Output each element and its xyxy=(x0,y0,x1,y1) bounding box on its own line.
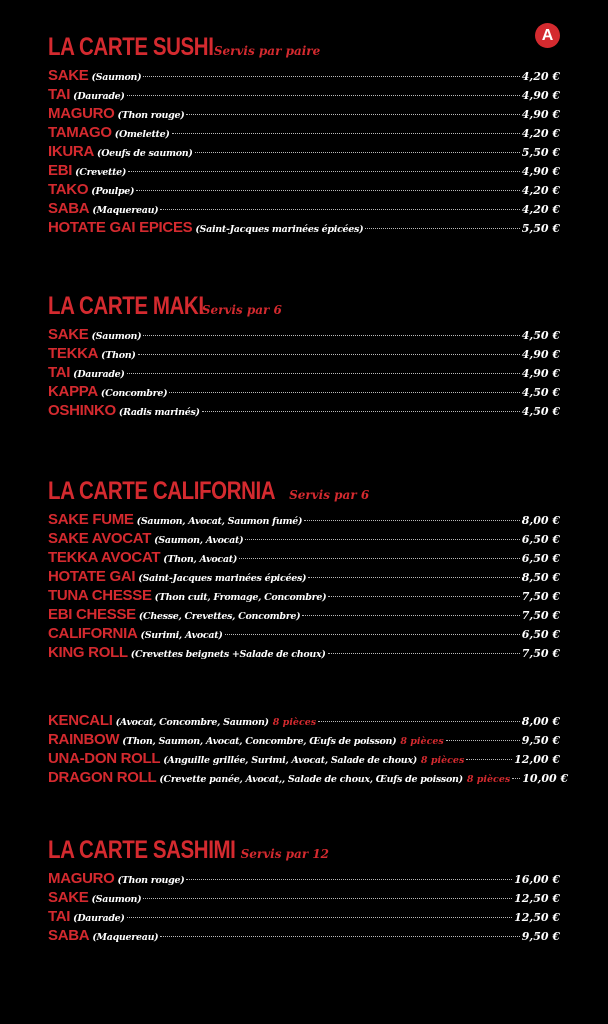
item-price: 4,20 € xyxy=(521,127,560,140)
item-name: KAPPA xyxy=(48,383,98,400)
item-name: TEKKA xyxy=(48,345,99,362)
item-description: (Daurade) xyxy=(73,913,125,924)
item-price: 4,20 € xyxy=(521,184,560,197)
item-description: (Saumon) xyxy=(91,72,142,83)
item-price: 8,50 € xyxy=(521,571,560,584)
item-name: SAKE xyxy=(48,67,89,84)
item-description: (Saumon) xyxy=(91,331,142,342)
item-name: TAI xyxy=(48,364,71,381)
menu-item xyxy=(48,162,560,181)
dotted-leader xyxy=(186,879,512,880)
menu-item xyxy=(48,870,560,889)
item-price: 12,00 € xyxy=(514,753,560,766)
item-description: (Concombre) xyxy=(100,388,168,399)
dotted-leader xyxy=(127,95,520,96)
dotted-leader xyxy=(160,209,519,210)
item-price: 16,00 € xyxy=(514,873,560,886)
item-description: (Daurade) xyxy=(73,91,125,102)
item-price: 10,00 € xyxy=(522,772,569,785)
dotted-leader xyxy=(304,520,520,521)
section-subtitle: Servis par 6 xyxy=(289,488,370,502)
item-description: (Crevette) xyxy=(75,167,127,178)
item-price: 4,90 € xyxy=(521,89,560,102)
menu-item xyxy=(48,124,560,143)
item-name: SAKE xyxy=(48,326,89,343)
item-name: KENCALI xyxy=(48,712,113,729)
item-price: 4,20 € xyxy=(521,203,560,216)
menu-item xyxy=(48,625,560,644)
dotted-leader xyxy=(136,190,520,191)
item-description: (Thon rouge) xyxy=(117,110,185,121)
menu-item xyxy=(48,908,560,927)
menu-item xyxy=(48,927,560,946)
section-badge: A xyxy=(535,23,560,48)
dotted-leader xyxy=(186,114,519,115)
section-heading: LA CARTE CALIFORNIA xyxy=(48,477,276,505)
dotted-leader xyxy=(138,354,520,355)
item-price: 4,90 € xyxy=(521,165,560,178)
item-name: SABA xyxy=(48,927,90,944)
item-name: IKURA xyxy=(48,143,94,160)
section-title xyxy=(48,33,560,67)
menu-item xyxy=(48,712,560,731)
item-pieces: 8 pièces xyxy=(466,774,511,785)
menu-item xyxy=(48,402,560,421)
item-pieces: 8 pièces xyxy=(400,736,444,747)
item-description: (Saumon, Avocat) xyxy=(154,535,244,546)
dotted-leader xyxy=(308,577,520,578)
section-heading: LA CARTE MAKI xyxy=(48,292,204,320)
item-description: (Saumon) xyxy=(91,894,142,905)
dotted-leader xyxy=(169,392,519,393)
menu-item xyxy=(48,549,560,568)
menu-item xyxy=(48,530,560,549)
item-name: TAI xyxy=(48,908,71,925)
dotted-leader xyxy=(160,936,519,937)
dotted-leader xyxy=(143,335,519,336)
item-description: (Thon cuit, Fromage, Concombre) xyxy=(154,592,327,603)
dotted-leader xyxy=(172,133,520,134)
item-name: OSHINKO xyxy=(48,402,116,419)
item-name: DRAGON ROLL xyxy=(48,769,157,786)
item-description: (Poulpe) xyxy=(91,186,135,197)
section-title xyxy=(48,836,560,870)
item-pieces: 8 pièces xyxy=(272,717,317,728)
item-price: 4,90 € xyxy=(521,108,560,121)
section-subtitle: Servis par 6 xyxy=(201,303,282,317)
menu-item xyxy=(48,644,560,663)
item-price: 9,50 € xyxy=(521,930,560,943)
item-name: TAI xyxy=(48,86,71,103)
item-description: (Daurade) xyxy=(73,369,125,380)
menu-item xyxy=(48,86,560,105)
item-price: 4,90 € xyxy=(521,367,560,380)
section-subtitle: Servis par 12 xyxy=(240,847,330,861)
menu-item xyxy=(48,143,560,162)
item-name: TEKKA AVOCAT xyxy=(48,549,161,566)
item-price: 9,50 € xyxy=(521,734,560,747)
dotted-leader xyxy=(195,152,520,153)
dotted-leader xyxy=(318,721,520,722)
item-description: (Saint-Jacques marinées épicées) xyxy=(138,573,307,584)
item-name: SAKE FUME xyxy=(48,511,134,528)
item-price: 4,20 € xyxy=(521,70,560,83)
item-name: SAKE AVOCAT xyxy=(48,530,152,547)
item-name: HOTATE GAI xyxy=(48,568,136,585)
dotted-leader xyxy=(225,634,520,635)
item-price: 7,50 € xyxy=(521,647,560,660)
item-description: (Maquereau) xyxy=(92,932,159,943)
item-price: 4,50 € xyxy=(521,405,560,418)
section-title xyxy=(48,477,560,511)
item-name: HOTATE GAI EPICES xyxy=(48,219,193,236)
menu-item xyxy=(48,769,569,788)
dotted-leader xyxy=(239,558,520,559)
item-name: TAKO xyxy=(48,181,89,198)
dotted-leader xyxy=(365,228,519,229)
menu-item xyxy=(48,511,560,530)
item-name: CALIFORNIA xyxy=(48,625,138,642)
item-name: KING ROLL xyxy=(48,644,128,661)
menu-item xyxy=(48,606,560,625)
item-description: (Saumon, Avocat, Saumon fumé) xyxy=(136,516,303,527)
california-section xyxy=(48,477,560,663)
item-description: (Surimi, Avocat) xyxy=(140,630,223,641)
menu-item xyxy=(48,731,560,750)
item-name: MAGURO xyxy=(48,870,115,887)
sushi-section xyxy=(48,33,560,238)
item-description: (Thon rouge) xyxy=(117,875,185,886)
item-price: 7,50 € xyxy=(521,590,560,603)
item-name: SAKE xyxy=(48,889,89,906)
dotted-leader xyxy=(202,411,520,412)
section-heading: LA CARTE SASHIMI xyxy=(48,836,236,864)
menu-item xyxy=(48,587,560,606)
item-description: (Maquereau) xyxy=(92,205,159,216)
maki-section xyxy=(48,292,560,421)
item-name: MAGURO xyxy=(48,105,115,122)
menu-item xyxy=(48,181,560,200)
item-price: 12,50 € xyxy=(514,911,560,924)
menu-item xyxy=(48,219,560,238)
item-price: 7,50 € xyxy=(521,609,560,622)
menu-item xyxy=(48,326,560,345)
item-price: 6,50 € xyxy=(521,533,560,546)
item-description: (Saint-Jacques marinées épicées) xyxy=(195,224,364,235)
menu-item xyxy=(48,750,560,769)
item-name: EBI xyxy=(48,162,73,179)
item-description: (Chesse, Crevettes, Concombre) xyxy=(138,611,301,622)
item-price: 4,50 € xyxy=(521,329,560,342)
item-name: RAINBOW xyxy=(48,731,120,748)
item-price: 8,00 € xyxy=(521,715,560,728)
item-price: 5,50 € xyxy=(521,222,560,235)
item-description: (Oeufs de saumon) xyxy=(97,148,193,159)
dotted-leader xyxy=(512,778,520,779)
item-name: SABA xyxy=(48,200,90,217)
item-description: (Avocat, Concombre, Saumon) xyxy=(115,717,269,728)
item-name: EBI CHESSE xyxy=(48,606,136,623)
item-description: (Thon) xyxy=(101,350,136,361)
sashimi-section xyxy=(48,836,560,946)
item-price: 12,50 € xyxy=(514,892,560,905)
dotted-leader xyxy=(466,759,512,760)
item-description: (Crevette panée, Avocat,, Salade de choux, Œufs de poisson) xyxy=(159,774,463,785)
menu-item xyxy=(48,568,560,587)
dotted-leader xyxy=(127,917,512,918)
menu-item xyxy=(48,105,560,124)
item-name: TAMAGO xyxy=(48,124,112,141)
item-price: 6,50 € xyxy=(521,628,560,641)
dotted-leader xyxy=(127,373,520,374)
dotted-leader xyxy=(128,171,520,172)
dotted-leader xyxy=(446,740,520,741)
item-name: UNA-DON ROLL xyxy=(48,750,161,767)
item-name: TUNA CHESSE xyxy=(48,587,152,604)
item-price: 5,50 € xyxy=(521,146,560,159)
dotted-leader xyxy=(245,539,519,540)
dotted-leader xyxy=(302,615,519,616)
section-title xyxy=(48,292,560,326)
section-heading: LA CARTE SUSHI xyxy=(48,33,214,61)
menu-item xyxy=(48,200,560,219)
dotted-leader xyxy=(328,596,519,597)
menu-item xyxy=(48,345,560,364)
item-price: 4,90 € xyxy=(521,348,560,361)
menu-item xyxy=(48,383,560,402)
item-description: (Crevettes beignets +Salade de choux) xyxy=(130,649,326,660)
menu-item xyxy=(48,67,560,86)
item-description: (Radis marinés) xyxy=(118,407,200,418)
item-description: (Thon, Saumon, Avocat, Concombre, Œufs de poisson) xyxy=(122,736,397,747)
item-description: (Anguille grillée, Surimi, Avocat, Salade de choux) xyxy=(163,755,417,766)
item-price: 8,00 € xyxy=(521,514,560,527)
item-description: (Thon, Avocat) xyxy=(163,554,238,565)
item-pieces: 8 pièces xyxy=(420,755,465,766)
section-subtitle: Servis par paire xyxy=(213,44,321,58)
dotted-leader xyxy=(328,653,520,654)
menu-item xyxy=(48,364,560,383)
dotted-leader xyxy=(143,76,519,77)
dotted-leader xyxy=(143,898,512,899)
item-price: 6,50 € xyxy=(521,552,560,565)
menu-item xyxy=(48,889,560,908)
item-price: 4,50 € xyxy=(521,386,560,399)
item-description: (Omelette) xyxy=(114,129,170,140)
california-special-list xyxy=(48,712,569,788)
